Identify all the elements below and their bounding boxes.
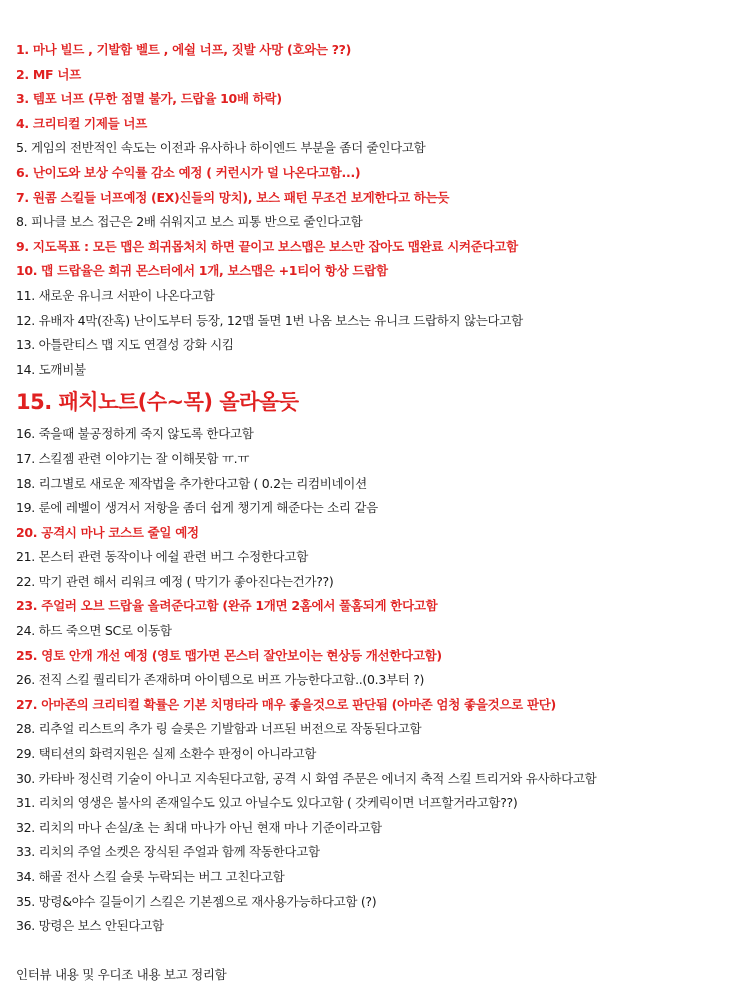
note-line-14: 14. 도깨비불 <box>16 361 86 377</box>
footer-note: 인터뷰 내용 및 우디조 내용 보고 정리함 <box>16 967 227 982</box>
note-line-28: 28. 리추얼 리스트의 추가 링 슬롯은 기발함과 너프된 버전으로 작동된다고함 <box>16 721 422 737</box>
note-line-27: 27. 아마존의 크리티컬 확률은 기본 치명타라 매우 좋을것으로 판단됨 (아마존 엄청 좋을것으로 판단) <box>16 696 556 712</box>
note-line-8: 8. 피나클 보스 접근은 2배 쉬워지고 보스 피통 반으로 줄인다고함 <box>16 214 363 230</box>
note-line-30: 30. 카타바 정신력 기술이 아니고 지속된다고함, 공격 시 화염 주문은 에너지 축적 스킬 트리거와 유사하다고함 <box>16 770 597 786</box>
note-line-1: 1. 마나 빌드 , 기발함 벨트 , 에쉴 너프, 짓발 사망 (호와는 ??) <box>16 42 352 57</box>
note-line-21: 21. 몬스터 관련 동작이나 에쉴 관련 버그 수정한다고함 <box>16 549 308 565</box>
note-line-24: 24. 하드 죽으면 SC로 이동함 <box>16 623 172 639</box>
note-line-22: 22. 막기 관련 해서 리워크 예정 ( 막기가 좋아진다는건가??) <box>16 573 334 589</box>
note-line-9: 9. 지도목표 : 모든 맵은 희귀몹처치 하면 끝이고 보스맵은 보스만 잡아도 맵완료 시켜준다고함 <box>16 238 518 254</box>
note-line-23: 23. 주얼러 오브 드랍율 올려준다고함 (완쥬 1개면 2홈에서 풀홈되게 한다고함 <box>16 598 438 614</box>
note-line-7: 7. 원콤 스킬들 너프예정 (EX)신들의 망치), 보스 패턴 무조건 보게한다고 하는듯 <box>16 189 450 205</box>
note-line-2: 2. MF 너프 <box>16 66 81 82</box>
note-line-33: 33. 리치의 주얼 소켓은 장식된 주얼과 함께 작동한다고함 <box>16 844 320 860</box>
note-line-10: 10. 맵 드랍율은 희귀 몬스터에서 1개, 보스맵은 +1티어 항상 드랍함 <box>16 263 388 279</box>
note-line-34: 34. 해골 전사 스킬 슬롯 누락되는 버그 고친다고함 <box>16 869 285 884</box>
note-line-19: 19. 룬에 레벨이 생겨서 저항을 좀더 쉽게 챙기게 해준다는 소리 같음 <box>16 500 378 516</box>
note-line-17: 17. 스킬젬 관련 이야기는 잘 이해못함 ㅠ.ㅠ <box>16 450 250 466</box>
note-line-26: 26. 전직 스킬 퀄리티가 존재하며 아이템으로 버프 가능한다고함..(0.3부터 ?) <box>16 672 425 688</box>
note-line-6: 6. 난이도와 보상 수익률 감소 예정 ( 커런시가 덜 나온다고함...) <box>16 164 361 180</box>
note-line-36: 36. 망령은 보스 안된다고함 <box>16 918 164 934</box>
note-line-13: 13. 아틀란티스 맵 지도 연결성 강화 시킴 <box>16 337 234 353</box>
note-line-18: 18. 리그별로 새로운 제작법을 추가한다고함 ( 0.2는 리컴비네이션 <box>16 475 367 491</box>
note-line-3: 3. 템포 너프 (무한 점멸 불가, 드랍율 10배 하락) <box>16 91 282 107</box>
note-line-15: 15. 패치노트(수~목) 올라올듯 <box>16 390 299 415</box>
note-line-31: 31. 리치의 영생은 불사의 존재일수도 있고 아닐수도 있다고함 ( 갓케릭이면 너프할거라고함??) <box>16 795 518 811</box>
patch-notes-list <box>16 38 746 939</box>
note-line-35: 35. 망령&야수 길들이기 스킬은 기본젬으로 재사용가능하다고함 (?) <box>16 893 377 909</box>
note-line-25: 25. 영토 안개 개선 예정 (영토 맵가면 몬스터 잘안보이는 현상등 개선한다고함) <box>16 647 442 663</box>
note-line-11: 11. 새로운 유니크 서판이 나온다고함 <box>16 287 215 303</box>
note-line-29: 29. 택티션의 화력지원은 실제 소환수 판정이 아니라고함 <box>16 746 317 762</box>
note-line-32: 32. 리치의 마나 손실/초 는 최대 마나가 아닌 현재 마나 기준이라고함 <box>16 819 382 835</box>
note-line-12: 12. 유배자 4막(잔혹) 난이도부터 등장, 12맵 돌면 1번 나옴 보스는 유니크 드랍하지 않는다고함 <box>16 312 523 328</box>
note-line-16: 16. 죽을때 불공정하게 죽지 않도록 한다고함 <box>16 426 254 442</box>
note-line-4: 4. 크리티컬 기제들 너프 <box>16 115 147 131</box>
note-line-5: 5. 게임의 전반적인 속도는 이전과 유사하나 하이엔드 부분을 좀더 줄인다고함 <box>16 140 426 156</box>
note-line-20: 20. 공격시 마나 코스트 줄일 예정 <box>16 524 199 540</box>
